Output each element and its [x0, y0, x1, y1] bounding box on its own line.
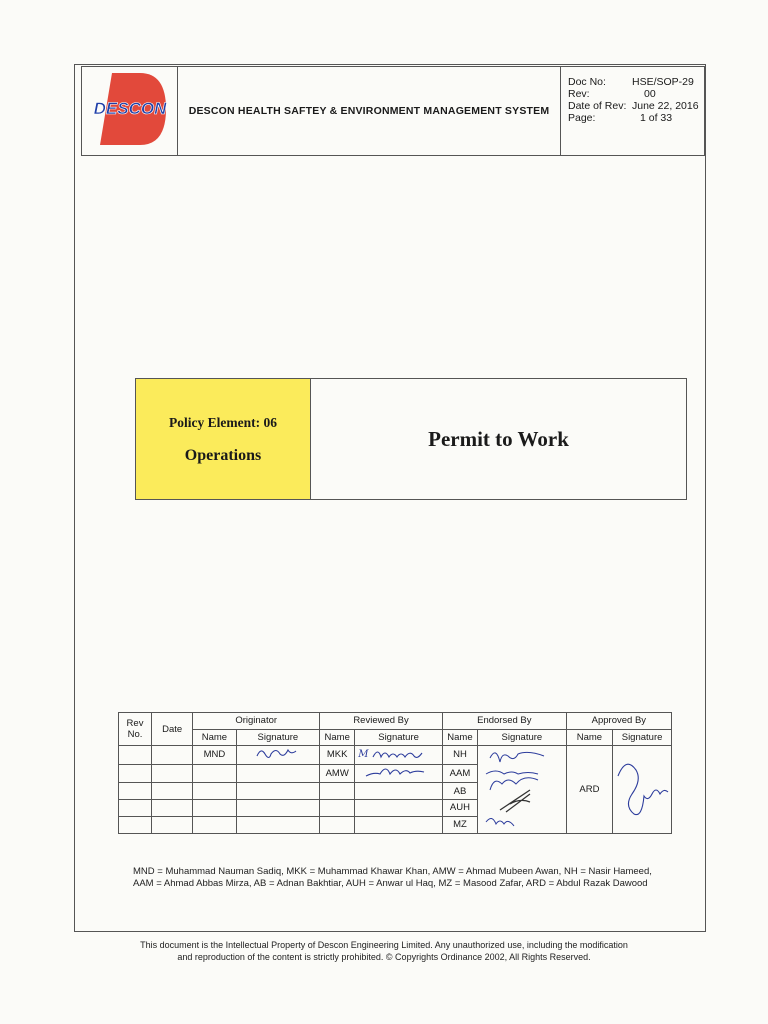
reviewer-signature: [355, 764, 443, 783]
originator-name: MND: [193, 746, 236, 765]
handwritten-signature: [480, 746, 564, 830]
document-header: [81, 66, 705, 156]
originator-signature: [236, 746, 320, 765]
handwritten-signature: [243, 746, 313, 760]
subheader-signature: Signature: [355, 729, 443, 746]
header-date: Date: [152, 713, 193, 746]
subheader-signature: Signature: [613, 729, 672, 746]
reviewer-signature: [355, 746, 443, 765]
header-endorsed-by: Endorsed By: [442, 713, 566, 730]
policy-element-name: Operations: [184, 447, 262, 464]
handwritten-signature: [614, 746, 670, 830]
descon-logo: [82, 67, 177, 155]
subheader-signature: Signature: [236, 729, 320, 746]
reviewer-name: AMW: [320, 764, 355, 783]
endorser-name: AB: [442, 783, 477, 800]
header-approved-by: Approved By: [566, 713, 671, 730]
table-row: [119, 746, 672, 765]
subheader-name: Name: [193, 729, 236, 746]
subheader-name: Name: [320, 729, 355, 746]
meta-date-of-rev: Date of Rev: June 22, 2016: [568, 100, 699, 112]
policy-element-panel: [136, 379, 311, 499]
meta-rev: Rev: 00: [568, 88, 656, 100]
header-rev-no: Rev No.: [119, 713, 152, 746]
header-originator: Originator: [193, 713, 320, 730]
table-subheader-row: [119, 729, 672, 746]
table-header-row: [119, 713, 672, 730]
endorser-name: NH: [442, 746, 477, 765]
endorser-name: AAM: [442, 764, 477, 783]
handwritten-signature: [360, 765, 438, 779]
footer-line: This document is the Intellectual Property of Descon Engineering Limited. Any unauthorized use, including the modification: [140, 940, 628, 950]
subheader-name: Name: [442, 729, 477, 746]
subheader-signature: Signature: [478, 729, 567, 746]
abbreviation-legend: [133, 866, 693, 889]
header-reviewed-by: Reviewed By: [320, 713, 443, 730]
approver-signature: [613, 746, 672, 834]
policy-box: [135, 378, 687, 500]
revision-table: [118, 712, 672, 834]
descon-logo-text: DESCON: [93, 99, 167, 118]
policy-element-label: Policy Element: 06: [169, 415, 277, 430]
logo-cell: [82, 67, 178, 155]
copyright-footer: [110, 940, 658, 963]
endorser-name: AUH: [442, 800, 477, 817]
reviewer-name: MKK: [320, 746, 355, 765]
footer-line: and reproduction of the content is strictly prohibited. © Copyrights Ordinance 2002, All Rights Reserved.: [177, 951, 591, 962]
legend-line: MND = Muhammad Nauman Sadiq, MKK = Muhammad Khawar Khan, AMW = Ahmad Mubeen Awan, NH = Nasir Hameed,: [133, 866, 652, 877]
system-title: DESCON HEALTH SAFTEY & ENVIRONMENT MANAGEMENT SYSTEM: [178, 67, 561, 155]
handwritten-signature: [371, 748, 429, 761]
endorser-name: MZ: [442, 816, 477, 833]
approver-name: ARD: [566, 746, 612, 834]
document-title: Permit to Work: [428, 426, 569, 451]
meta-page: Page: 1 of 33: [568, 112, 673, 124]
document-meta: [561, 67, 704, 155]
meta-doc-no: Doc No: HSE/SOP-29: [568, 76, 694, 88]
legend-line: AAM = Ahmad Abbas Mirza, AB = Adnan Bakhtiar, AUH = Anwar ul Haq, MZ = Masood Zafar, ARD = Abdul Razak Dawood: [133, 877, 648, 889]
endorser-signatures: [478, 746, 567, 834]
subheader-name: Name: [566, 729, 612, 746]
reviewer-signature-initial: M: [358, 749, 369, 761]
